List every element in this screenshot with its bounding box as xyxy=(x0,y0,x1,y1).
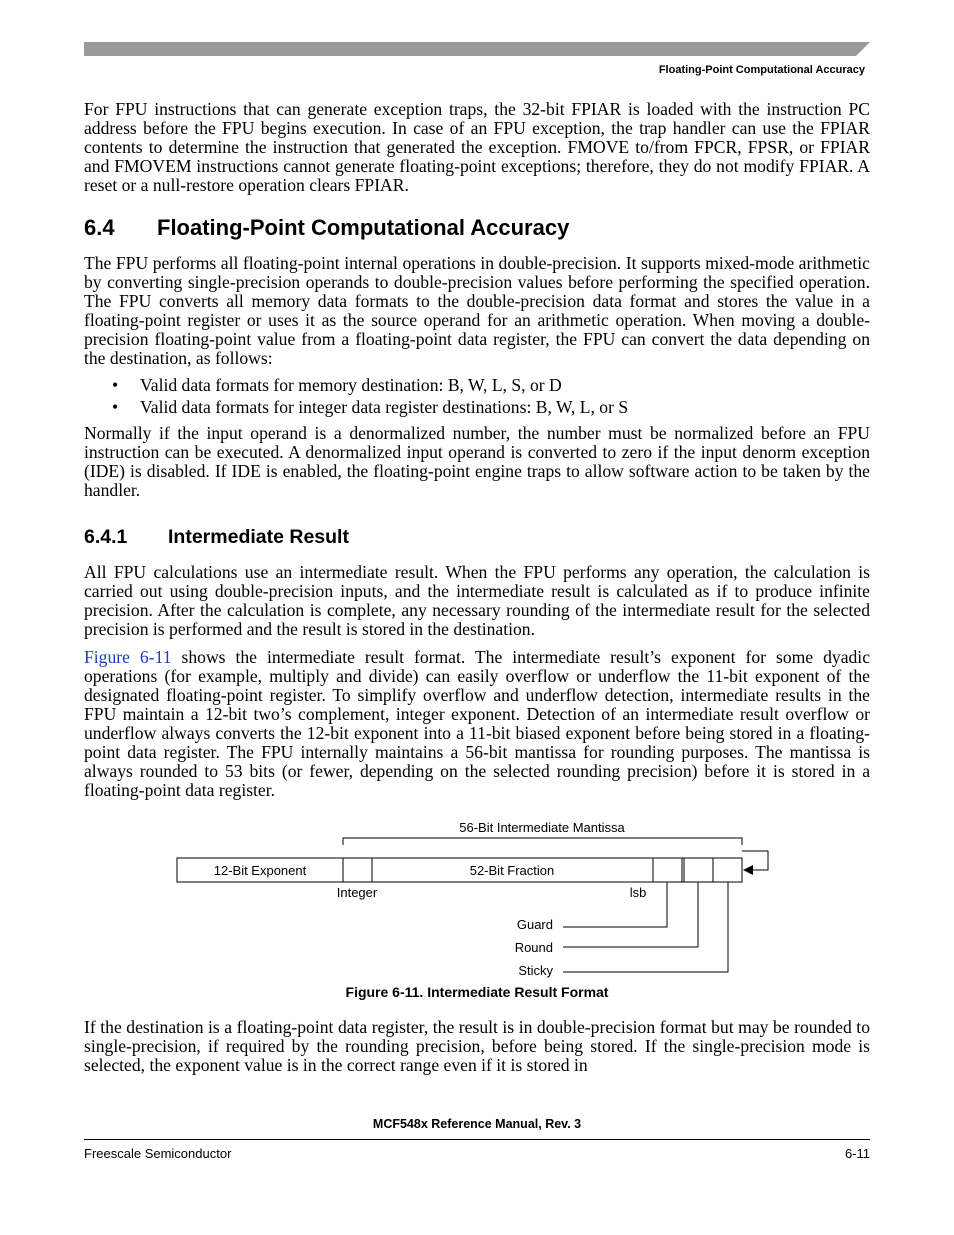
arrow-head-icon xyxy=(743,865,753,875)
subsection-paragraph-3: If the destination is a floating-point data register, the result is in double-precision format but may be rounded to single-precision, if required by the rounding precision, before being stored. If the single-precision mode is selected, the exponent value is in the correct range even if it is stored in xyxy=(84,1017,870,1075)
figure-caption: Figure 6-11. Intermediate Result Format xyxy=(345,984,609,1000)
exponent-label: 12-Bit Exponent xyxy=(213,863,307,878)
section-number: 6.4 xyxy=(84,215,115,240)
footer-manual-title: MCF548x Reference Manual, Rev. 3 xyxy=(372,1117,582,1131)
section-title: Floating-Point Computational Accuracy xyxy=(157,215,570,240)
sticky-label: Sticky xyxy=(518,963,553,978)
sticky-bit-field xyxy=(713,858,742,882)
bullet-list xyxy=(84,374,628,418)
integer-label: Integer xyxy=(336,885,378,900)
round-bit-field xyxy=(684,858,713,882)
guard-leader-line xyxy=(563,882,667,927)
footer-divider xyxy=(84,1139,870,1140)
list-item xyxy=(84,396,628,418)
bullet-text: Valid data formats for memory destination: B, W, L, S, or D xyxy=(140,375,562,395)
header-bar xyxy=(84,42,870,56)
round-label: Round xyxy=(514,940,553,955)
bullet-glyph: • xyxy=(112,375,119,395)
figure-link[interactable]: Figure 6-11 xyxy=(84,647,172,667)
footer-company: Freescale Semiconductor xyxy=(84,1146,232,1161)
fraction-label: 52-Bit Fraction xyxy=(469,863,555,878)
bullet-glyph: • xyxy=(112,397,119,417)
subsection-paragraph-2 xyxy=(84,648,870,800)
section-paragraph-1: The FPU performs all floating-point internal operations in double-precision. It supports mixed-mode arithmetic by converting single-precision operands to double-precision values before performing the specified operation. The FPU converts all memory data formats to the double-precision data format and stores the value in a floating-point register or uses it as the source operand for an arithmetic operation. When moving a double-precision floating-point value from a floating-point data register, the FPU can convert the data depending on the destination, as follows: xyxy=(84,253,870,368)
subsection-paragraph-1: All FPU calculations use an intermediate result. When the FPU performs any operation, the calculation is carried out using double-precision inputs, and the intermediate result is calculated as if to produce infinite precision. After the calculation is complete, any necessary rounding of the intermediate result for the selected precision is performed and the result is stored in the destination. xyxy=(84,562,870,639)
lsb-field xyxy=(653,858,682,882)
integer-bit-field xyxy=(343,858,372,882)
sticky-feedback-line xyxy=(742,851,768,870)
paragraph-2-text: shows the intermediate result format. The intermediate result’s exponent for some dyadic operations (for example, multiply and divide) can easily overflow or underflow the 11-bit exponent of the designated floating-point register. To simplify overflow and underflow detection, intermediate results in the FPU maintain a 12-bit two’s complement, integer exponent. Detection of an intermediate result overflow or underflow always converts the 12-bit exponent into a 11-bit biased exponent before being stored in a floating-point data register. The FPU internally maintains a 56-bit mantissa for rounding purposes. The mantissa is always rounded to 53 bits (or fewer, depending on the selected rounding precision) before it is stored in a floating-point data register. xyxy=(84,647,870,800)
guard-label: Guard xyxy=(516,917,553,932)
footer-page-number: 6-11 xyxy=(844,1146,870,1161)
bullet-text: Valid data formats for integer data register destinations: B, W, L, or S xyxy=(140,397,629,417)
section-paragraph-2: Normally if the input operand is a denormalized number, the number must be normalized before an FPU instruction can be executed. A denormalized input operand is converted to zero if the input denorm exception (IDE) is disabled. If IDE is enabled, the floating-point engine traps to allow software action to be taken by the handler. xyxy=(84,423,870,500)
subsection-title: Intermediate Result xyxy=(168,526,349,548)
intro-paragraph: For FPU instructions that can generate exception traps, the 32-bit FPIAR is loaded with the instruction PC address before the FPU begins execution. In case of an FPU exception, the trap handler can use the FPIAR contents to determine the instruction that generated the exception. FMOVE to/from FPCR, FPSR, or FPIAR and FMOVEM instructions cannot generate floating-point exceptions; therefore, they do not modify FPIAR. A reset or a null-restore operation clears FPIAR. xyxy=(84,99,870,195)
intermediate-result-figure xyxy=(0,815,954,985)
lsb-label: lsb xyxy=(629,885,647,900)
running-header-title: Floating-Point Computational Accuracy xyxy=(658,64,865,76)
mantissa-label: 56-Bit Intermediate Mantissa xyxy=(459,820,625,835)
mantissa-bracket xyxy=(343,838,742,845)
list-item xyxy=(84,374,628,396)
section-heading xyxy=(84,215,569,241)
subsection-heading xyxy=(84,526,349,549)
subsection-number: 6.4.1 xyxy=(84,526,128,548)
